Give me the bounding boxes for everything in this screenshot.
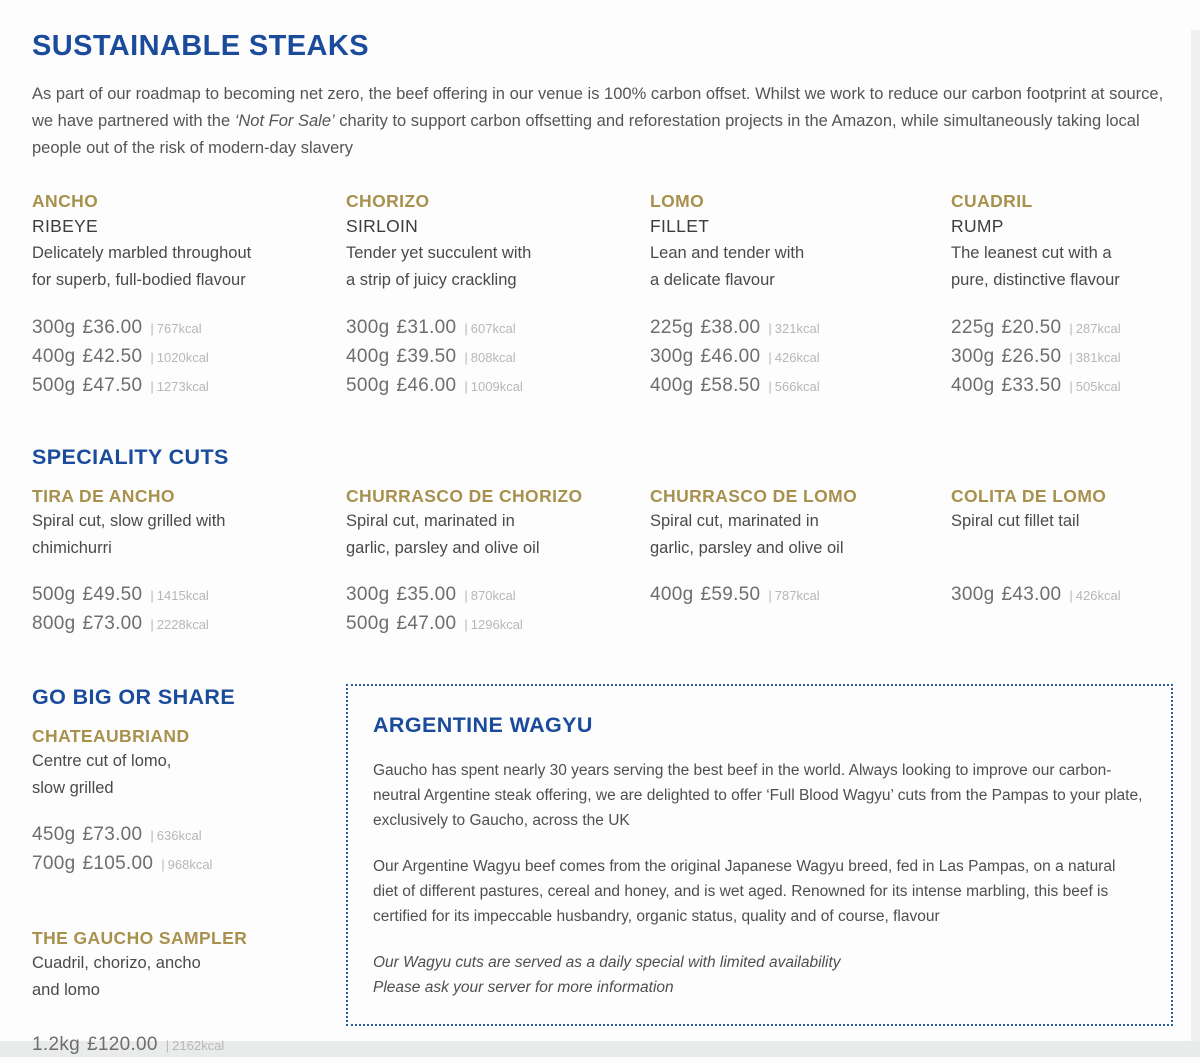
- price: £46.00: [700, 346, 761, 367]
- page-title: SUSTAINABLE STEAKS: [32, 30, 369, 62]
- argentine-wagyu-box: [346, 684, 1173, 1026]
- kcal-value: 426kcal: [1075, 588, 1121, 603]
- portion-size: 800g: [32, 613, 76, 634]
- price: £105.00: [82, 853, 154, 874]
- kcal-value: 381kcal: [1075, 350, 1121, 365]
- price: £20.50: [1001, 317, 1062, 338]
- item-description: Spiral cut, marinated in garlic, parsley and olive oil: [346, 512, 540, 557]
- kcal-value: 426kcal: [774, 350, 820, 365]
- kcal-separator: |: [768, 321, 772, 336]
- kcal-separator: |: [768, 588, 772, 603]
- price-row: [32, 853, 346, 882]
- speciality-item-colita-de-lomo: [951, 484, 1190, 642]
- kcal-separator: |: [464, 350, 468, 365]
- price-list: [346, 584, 650, 642]
- go-big-section: [32, 684, 346, 1063]
- price-row: [346, 346, 650, 375]
- price: £58.50: [700, 375, 761, 396]
- steak-item-chorizo: [346, 189, 650, 404]
- kcal-value: 2162kcal: [172, 1038, 225, 1053]
- wagyu-heading: ARGENTINE WAGYU: [373, 713, 593, 737]
- price: £59.50: [700, 584, 761, 605]
- speciality-item-churrasco-de-lomo: [650, 484, 951, 642]
- item-name: ANCHO: [32, 191, 99, 211]
- speciality-item-churrasco-de-chorizo: [346, 484, 650, 642]
- portion-size: 1.2kg: [32, 1034, 80, 1055]
- price-list: [951, 584, 1190, 613]
- portion-size: 400g: [346, 346, 390, 367]
- kcal-value: 1273kcal: [156, 379, 209, 394]
- section-heading-speciality: SPECIALITY CUTS: [32, 445, 229, 469]
- kcal-separator: |: [1069, 350, 1073, 365]
- item-description: Delicately marbled throughout for superb, full-bodied flavour: [32, 244, 252, 289]
- price: £43.00: [1001, 584, 1062, 605]
- speciality-item-tira-de-ancho: [32, 484, 346, 642]
- portion-size: 300g: [650, 346, 694, 367]
- price-row: [32, 613, 346, 642]
- item-description: Spiral cut, marinated in garlic, parsley and olive oil: [650, 512, 844, 557]
- portion-size: 300g: [346, 584, 390, 605]
- price-row: [346, 613, 650, 642]
- price-row: [346, 375, 650, 404]
- item-cut: RIBEYE: [32, 216, 98, 236]
- item-description: Spiral cut, slow grilled with chimichurri: [32, 512, 226, 557]
- price-row: [32, 317, 346, 346]
- price: £47.00: [396, 613, 457, 634]
- price: £46.00: [396, 375, 457, 396]
- price-row: [32, 824, 346, 853]
- price-row: [346, 584, 650, 613]
- price: £38.00: [700, 317, 761, 338]
- kcal-value: 1009kcal: [470, 379, 523, 394]
- item-description: Centre cut of lomo, slow grilled: [32, 752, 172, 797]
- go-big-item-chateaubriand: [32, 724, 346, 882]
- item-description: Cuadril, chorizo, ancho and lomo: [32, 954, 201, 999]
- price-list: [650, 317, 951, 404]
- kcal-value: 1020kcal: [156, 350, 209, 365]
- price-list: [650, 584, 951, 613]
- price: £73.00: [82, 824, 143, 845]
- item-name: CHORIZO: [346, 191, 430, 211]
- portion-size: 450g: [32, 824, 76, 845]
- item-name: CHURRASCO DE CHORIZO: [346, 486, 583, 506]
- price-row: [32, 584, 346, 613]
- kcal-value: 636kcal: [156, 828, 202, 843]
- portion-size: 500g: [32, 584, 76, 605]
- price: £31.00: [396, 317, 457, 338]
- price-row: [32, 346, 346, 375]
- price-list: [346, 317, 650, 404]
- kcal-separator: |: [1069, 379, 1073, 394]
- price: £36.00: [82, 317, 143, 338]
- item-name: CHURRASCO DE LOMO: [650, 486, 858, 506]
- item-name: LOMO: [650, 191, 705, 211]
- kcal-separator: |: [165, 1038, 170, 1053]
- kcal-separator: |: [1069, 321, 1073, 336]
- price: £49.50: [82, 584, 143, 605]
- kcal-value: 321kcal: [774, 321, 820, 336]
- wagyu-paragraph-2: Our Argentine Wagyu beef comes from the original Japanese Wagyu breed, fed in Las Pampas, on a natural diet of different pastures, cereal and honey, and is wet aged. Renowned for its intense marbling, this beef is certified for its impeccable husbandry, organic status, quality and of course, flavour: [373, 858, 1116, 925]
- portion-size: 300g: [32, 317, 76, 338]
- price: £120.00: [86, 1034, 158, 1055]
- price-list: [32, 317, 346, 404]
- kcal-value: 767kcal: [156, 321, 202, 336]
- item-name: COLITA DE LOMO: [951, 486, 1107, 506]
- price-row: [32, 1034, 346, 1063]
- portion-size: 500g: [346, 375, 390, 396]
- price-row: [32, 375, 346, 404]
- kcal-separator: |: [150, 350, 154, 365]
- item-name: CHATEAUBRIAND: [32, 726, 190, 746]
- kcal-value: 1296kcal: [470, 617, 523, 632]
- portion-size: 400g: [32, 346, 76, 367]
- price-row: [650, 375, 951, 404]
- kcal-separator: |: [150, 379, 154, 394]
- wagyu-availability-note: Our Wagyu cuts are served as a daily special with limited availability Please ask your server for more information: [373, 954, 841, 996]
- price-row: [650, 584, 951, 613]
- price: £47.50: [82, 375, 143, 396]
- kcal-separator: |: [768, 379, 772, 394]
- item-name: CUADRIL: [951, 191, 1033, 211]
- steak-item-cuadril: [951, 189, 1190, 404]
- portion-size: 300g: [346, 317, 390, 338]
- kcal-value: 505kcal: [1075, 379, 1121, 394]
- steak-item-lomo: [650, 189, 951, 404]
- portion-size: 225g: [951, 317, 995, 338]
- section-heading-go-big: GO BIG OR SHARE: [32, 685, 236, 709]
- price: £35.00: [396, 584, 457, 605]
- kcal-value: 1415kcal: [156, 588, 209, 603]
- go-big-item-gaucho-sampler: [32, 926, 346, 1063]
- kcal-separator: |: [464, 588, 468, 603]
- price-row: [951, 317, 1190, 346]
- portion-size: 300g: [951, 584, 995, 605]
- kcal-value: 566kcal: [774, 379, 820, 394]
- price: £39.50: [396, 346, 457, 367]
- speciality-section: [32, 444, 1190, 642]
- item-name: TIRA DE ANCHO: [32, 486, 175, 506]
- item-description: Tender yet succulent with a strip of juicy crackling: [346, 244, 532, 289]
- kcal-separator: |: [161, 857, 165, 872]
- price-row: [650, 317, 951, 346]
- price-list: [32, 824, 346, 882]
- price: £26.50: [1001, 346, 1062, 367]
- portion-size: 700g: [32, 853, 76, 874]
- portion-size: 225g: [650, 317, 694, 338]
- item-name: THE GAUCHO SAMPLER: [32, 928, 248, 948]
- intro-charity-name: ‘Not For Sale’: [234, 112, 335, 130]
- price-list: [951, 317, 1190, 404]
- steak-item-ancho: [32, 189, 346, 404]
- portion-size: 400g: [650, 375, 694, 396]
- price: £73.00: [82, 613, 143, 634]
- speciality-grid: [32, 484, 1190, 642]
- price-row: [951, 375, 1190, 404]
- item-cut: SIRLOIN: [346, 216, 419, 236]
- kcal-separator: |: [1069, 588, 1073, 603]
- price: £33.50: [1001, 375, 1062, 396]
- kcal-separator: |: [464, 321, 468, 336]
- wagyu-paragraph-1: Gaucho has spent nearly 30 years serving the best beef in the world. Always looking to improve our carbon-neutral Argentine steak offering, we are delighted to offer ‘Full Blood Wagyu’ cuts from the Pampas to your plate, exclusively to Gaucho, across the UK: [373, 762, 1143, 829]
- portion-size: 500g: [32, 375, 76, 396]
- price-list: [32, 1034, 346, 1063]
- price-row: [951, 346, 1190, 375]
- kcal-value: 287kcal: [1075, 321, 1121, 336]
- kcal-separator: |: [150, 828, 154, 843]
- price-row: [346, 317, 650, 346]
- price-list: [32, 584, 346, 642]
- kcal-separator: |: [150, 617, 154, 632]
- portion-size: 500g: [346, 613, 390, 634]
- price-row: [650, 346, 951, 375]
- price: £42.50: [82, 346, 143, 367]
- item-cut: RUMP: [951, 216, 1004, 236]
- intro-text-after: charity to support carbon offsetting and reforestation projects in the Amazon, while simultaneously taking local people out of the risk of modern-day slavery: [32, 112, 1140, 157]
- kcal-value: 787kcal: [774, 588, 820, 603]
- item-description: The leanest cut with a pure, distinctive flavour: [951, 244, 1120, 289]
- kcal-separator: |: [464, 379, 468, 394]
- item-description: Spiral cut fillet tail: [951, 512, 1080, 530]
- portion-size: 400g: [650, 584, 694, 605]
- kcal-value: 968kcal: [167, 857, 213, 872]
- kcal-value: 607kcal: [470, 321, 516, 336]
- item-cut: FILLET: [650, 216, 710, 236]
- item-description: Lean and tender with a delicate flavour: [650, 244, 805, 289]
- intro-paragraph: [32, 81, 1182, 162]
- kcal-separator: |: [464, 617, 468, 632]
- kcal-value: 2228kcal: [156, 617, 209, 632]
- portion-size: 300g: [951, 346, 995, 367]
- portion-size: 400g: [951, 375, 995, 396]
- kcal-value: 870kcal: [470, 588, 516, 603]
- steaks-grid: [32, 189, 1190, 404]
- kcal-separator: |: [768, 350, 772, 365]
- kcal-separator: |: [150, 588, 154, 603]
- price-row: [951, 584, 1190, 613]
- kcal-value: 808kcal: [470, 350, 516, 365]
- intro-text-before: As part of our roadmap to becoming net zero, the beef offering in our venue is 100% carbon offset. Whilst we work to reduce our carbon footprint at source, we have partnered with the: [32, 85, 1164, 130]
- kcal-separator: |: [150, 321, 154, 336]
